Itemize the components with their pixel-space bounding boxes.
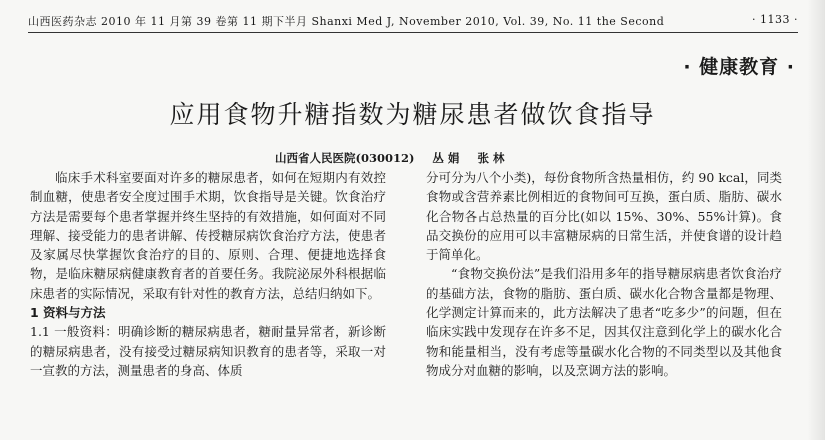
section-heading: 1 资料与方法 [30, 305, 106, 321]
author-name: 丛 娟 [432, 151, 460, 165]
running-header [28, 10, 798, 33]
body-paragraph: 分可分为八个小类)，每份食物所含热量相仿，约 90 kcal，同类食物或含营养素比例相近的食物间可互换，蛋白质、脂肪、碳水化合物各占总热量的百分比(如以 15%、30%、55%计算)。食品交换份的应用可以丰富糖尿病的日常生活，并使食谱的设计趋于简单化。 [426, 170, 782, 263]
affiliation: 山西省人民医院(030012) [275, 151, 415, 165]
body-paragraph: “食物交换份法”是我们沿用多年的指导糖尿病患者饮食治疗的基础方法，食物的脂肪、蛋白质、碳水化合物含量都是物理、化学测定计算而来的，此方法解决了患者“吃多少”的问题，但在临床实践中发现存在许多不足，因其仅注意到化学上的碳水化合物和能量相当，没有考虑等量碳水化合物的不同类型以及其他食物成分对血糖的影响，以及烹调方法的影响。 [426, 266, 782, 378]
body-paragraph: 临床手术科室要面对许多的糖尿患者，如何在短期内有效控制血糖，使患者安全度过围手术期，饮食指导是关键。饮食治疗方法是需要每个患者掌握并终生坚持的有效措施，如何面对不同理解、接受能力的患者讲解、传授糖尿病饮食治疗方法，使患者及家属尽快掌握饮食治疗的目的、原则、合理、便捷地选择食物，是临床糖尿病健康教育者的首要任务。我院泌尿外科根据临床患者的实际情况，采取有针对性的教育方法，总结归纳如下。 [30, 170, 386, 301]
author-name: 张 林 [477, 151, 505, 165]
journal-citation: 山西医药杂志 2010 年 11 月第 39 卷第 11 期下半月 Shanxi Med J, November 2010, Vol. 39, No. 11 the Second [28, 15, 665, 28]
right-column [426, 168, 782, 380]
page-edge-shadow [807, 0, 825, 440]
left-column [30, 168, 386, 380]
column-tag: · 健康教育 · [683, 56, 795, 78]
byline [275, 150, 518, 166]
page-number: · 1133 · [752, 13, 798, 26]
article-title: 应用食物升糖指数为糖尿患者做饮食指导 [169, 100, 656, 129]
body-paragraph: 1.1 一般资料：明确诊断的糖尿病患者，糖耐量异常者，新诊断的糖尿病患者，没有接受过糖尿病知识教育的患者等，采取一对一宣教的方法，测量患者的身高、体质 [30, 324, 386, 378]
